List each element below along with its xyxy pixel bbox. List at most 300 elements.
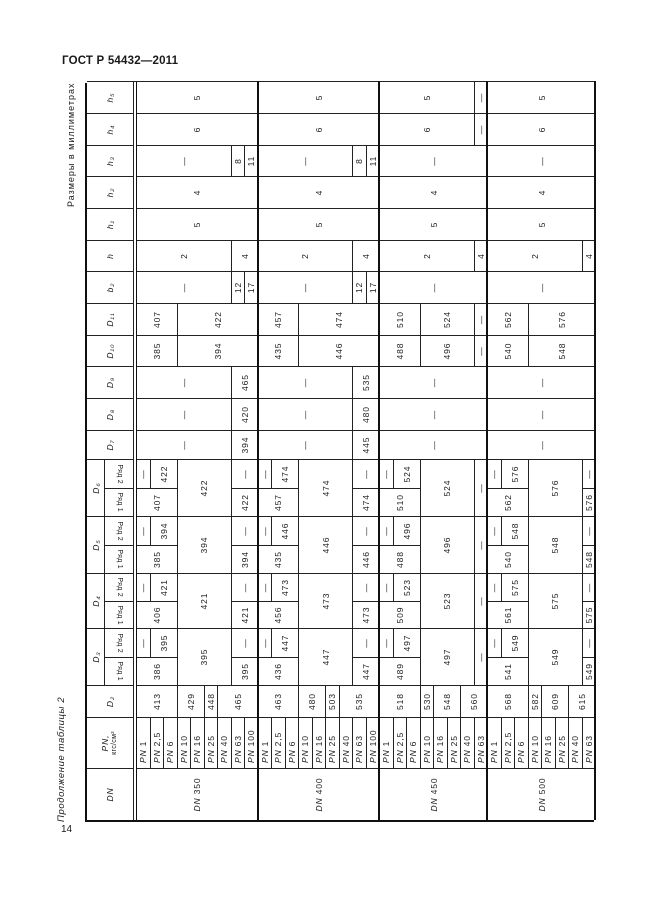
- d9-cell-text: —: [178, 377, 189, 388]
- d6-row2-cell-text: 524: [401, 465, 412, 483]
- d3-row1-cell: [137, 657, 178, 685]
- dn-prefix: DN: [428, 797, 439, 812]
- d2-cell: [434, 685, 461, 717]
- d3-merged-cell-text: —: [475, 652, 486, 662]
- d11-cell-text: 407: [151, 311, 162, 328]
- d5-row2-cell: [502, 516, 529, 545]
- d5-row1-cell-text: 446: [361, 551, 371, 568]
- pn-value: 16: [435, 735, 446, 747]
- header-h4: [87, 113, 134, 145]
- d3-row1-cell: [583, 657, 597, 685]
- h3-cell: [259, 145, 354, 176]
- pn-value: 2,5: [273, 731, 284, 747]
- d4-merged-cell: [421, 573, 475, 628]
- d8-cell: [488, 398, 596, 430]
- h5-cell-text: —: [475, 92, 486, 103]
- header-d9-text: D₉: [105, 376, 115, 389]
- b2-cell: [232, 271, 246, 303]
- d7-cell-text: —: [536, 440, 547, 450]
- pn-cell: [151, 717, 165, 768]
- pn-prefix: PN: [300, 749, 311, 763]
- d11-cell-text: —: [475, 314, 486, 325]
- pn-prefix: PN: [219, 749, 230, 763]
- d11-cell-text: 474: [334, 311, 344, 328]
- h5-cell-text: 5: [192, 94, 203, 101]
- header-pn: [87, 717, 134, 768]
- d6-merged-cell-text: —: [475, 483, 486, 493]
- d4-row1-cell: [583, 601, 597, 628]
- d5-row2-cell-text: —: [259, 526, 270, 536]
- d5-row2-cell: [353, 516, 380, 545]
- pn-prefix: PN: [489, 749, 500, 763]
- d5-merged-cell: [178, 516, 232, 573]
- d10-cell: [475, 335, 489, 366]
- b2-cell-text: —: [300, 282, 311, 293]
- d6-row2-cell-text: —: [138, 469, 149, 479]
- d5-row1-cell-text: 435: [273, 551, 284, 568]
- h-cell-text: 2: [421, 253, 432, 259]
- dn-cell: [488, 768, 596, 820]
- d3-row1-cell-text: 395: [239, 663, 250, 680]
- d6-row1-cell-text: 576: [583, 494, 594, 511]
- d5-merged-cell: [475, 516, 489, 573]
- pn-cell: [448, 717, 462, 768]
- pn-value: 16: [543, 735, 554, 747]
- b2-cell-text: 12: [354, 281, 365, 294]
- pn-value: 25: [327, 735, 338, 747]
- d3-row2-cell-text: —: [361, 638, 371, 648]
- header-d4-row2-text: Ряд 2: [115, 577, 123, 598]
- d11-cell-text: 562: [502, 311, 513, 328]
- header-d4-row2: [105, 573, 134, 601]
- d2-cell-text: 582: [529, 693, 540, 710]
- d9-cell: [232, 366, 259, 398]
- h-cell: [583, 240, 597, 271]
- d4-row1-cell: [232, 601, 259, 628]
- pn-cell: [529, 717, 543, 768]
- d3-row1-cell-text: 541: [502, 663, 513, 680]
- h4-cell: [475, 113, 489, 145]
- d5-row2-cell: [151, 516, 178, 545]
- pn-value: 40: [219, 735, 230, 747]
- d6-row1-cell: [353, 488, 380, 516]
- h5-cell: [475, 81, 489, 113]
- h2-cell-text: 4: [536, 189, 547, 196]
- d9-cell: [137, 366, 232, 398]
- b2-cell: [380, 271, 488, 303]
- header-h-text: h: [105, 253, 115, 259]
- pn-value: 25: [556, 735, 567, 747]
- b2-cell-text: —: [428, 282, 439, 293]
- d4-row2-cell: [232, 573, 259, 601]
- d7-cell-text: 445: [361, 436, 371, 454]
- header-d5: [87, 516, 105, 573]
- d4-row2-cell: [488, 573, 502, 601]
- d6-row2-cell: [151, 459, 178, 488]
- d2-cell: [461, 685, 488, 717]
- pn-value: 6: [286, 740, 297, 747]
- d5-row2-cell: [380, 516, 394, 545]
- h5-cell: [259, 81, 381, 113]
- header-d3-row1-text: Ряд 1: [115, 661, 123, 682]
- d2-cell: [529, 685, 543, 717]
- d4-merged-cell: [475, 573, 489, 628]
- pn-value: 6: [165, 740, 176, 747]
- pn-prefix: PN: [583, 749, 594, 763]
- d3-merged-cell: [178, 628, 232, 685]
- pn-cell: [218, 717, 232, 768]
- header-d6-row2: [105, 459, 134, 488]
- d10-cell: [380, 335, 421, 366]
- d2-cell-text: 615: [577, 693, 587, 710]
- pn-cell: [502, 717, 516, 768]
- h1-cell: [488, 208, 596, 240]
- h-cell-text: 2: [178, 253, 189, 259]
- h4-cell-text: —: [475, 124, 486, 135]
- header-d6-row1: [105, 488, 134, 516]
- d9-cell: [353, 366, 380, 398]
- h1-cell: [137, 208, 259, 240]
- h1-cell: [259, 208, 381, 240]
- d5-row1-cell: [259, 545, 300, 573]
- h-cell: [232, 240, 259, 271]
- header-b2-text: b₂: [105, 282, 115, 293]
- h4-cell: [137, 113, 259, 145]
- d3-row2-cell-text: —: [381, 638, 392, 648]
- header-h3-text: h₃: [105, 156, 115, 166]
- d3-row2-cell: [232, 628, 259, 657]
- pn-prefix: PN: [273, 749, 284, 763]
- d3-merged-cell: [421, 628, 475, 685]
- d11-cell: [137, 303, 178, 335]
- pn-prefix: PN: [543, 749, 554, 763]
- header-d4-row1-text: Ряд 1: [115, 605, 123, 625]
- b2-cell-text: 17: [367, 281, 378, 294]
- d4-row1-cell-text: 575: [583, 606, 594, 624]
- d7-cell-text: —: [178, 440, 189, 450]
- b2-cell-text: 12: [232, 281, 243, 294]
- pn-value: 63: [583, 735, 594, 747]
- d11-cell: [529, 303, 597, 335]
- d2-cell-text: 463: [273, 693, 284, 710]
- d2-cell-text: 448: [205, 693, 216, 710]
- d5-row1-cell-text: 540: [502, 551, 513, 568]
- d6-row2-cell: [502, 459, 529, 488]
- pn-prefix: PN: [327, 749, 338, 763]
- pn-prefix: PN: [529, 749, 540, 763]
- pn-value: 25: [205, 735, 216, 747]
- d4-row2-cell-text: —: [138, 582, 149, 593]
- d6-row1-cell-text: 422: [239, 494, 250, 511]
- d10-cell-text: 548: [556, 342, 567, 360]
- d6-row2-cell: [353, 459, 380, 488]
- d6-row2-cell-text: —: [239, 469, 250, 479]
- d3-merged-cell-text: 447: [320, 648, 331, 666]
- d5-row1-cell: [488, 545, 529, 573]
- h4-cell: [259, 113, 381, 145]
- pn-cell: [313, 717, 327, 768]
- h5-cell-text: 5: [536, 94, 547, 101]
- d6-row2-cell: [232, 459, 259, 488]
- d7-cell-text: —: [428, 440, 439, 450]
- header-h2: [87, 176, 134, 208]
- d10-cell-text: 488: [394, 342, 405, 360]
- d6-row1-cell: [137, 488, 178, 516]
- pn-cell: [475, 717, 489, 768]
- h2-cell-text: 4: [428, 189, 439, 196]
- b2-cell: [367, 271, 381, 303]
- d4-row2-cell-text: 473: [280, 579, 290, 596]
- d6-merged-cell: [178, 459, 232, 516]
- units-note: Размеры в миллиметрах: [66, 82, 76, 207]
- h4-cell-text: 6: [421, 126, 432, 133]
- d3-row2-cell: [502, 628, 529, 657]
- d3-row2-cell-text: —: [489, 638, 500, 648]
- header-h2-text: h₂: [105, 187, 115, 198]
- pn-cell: [421, 717, 435, 768]
- d5-row2-cell-text: —: [361, 526, 371, 536]
- pn-cell: [191, 717, 205, 768]
- d3-row1-cell: [380, 657, 421, 685]
- b2-cell: [245, 271, 259, 303]
- pn-prefix: PN: [192, 749, 203, 763]
- header-d10: [87, 335, 134, 366]
- d9-cell-text: —: [428, 377, 439, 388]
- d8-cell-text: 420: [239, 406, 250, 423]
- pn-value: 6: [408, 740, 419, 747]
- header-d7: [87, 430, 134, 459]
- d6-row1-cell: [488, 488, 529, 516]
- d5-row1-cell-text: 385: [151, 551, 162, 568]
- d3-row1-cell-text: 436: [273, 663, 284, 680]
- pn-prefix: PN: [475, 749, 486, 763]
- d10-cell-text: 446: [334, 342, 344, 360]
- d2-cell: [380, 685, 421, 717]
- b2-cell-text: 17: [246, 281, 257, 294]
- dn-cell: [259, 768, 381, 820]
- d10-cell-text: 496: [442, 342, 452, 360]
- h2-cell: [380, 176, 488, 208]
- d2-cell: [299, 685, 326, 717]
- header-d2-text: D₂: [105, 695, 115, 708]
- d10-cell: [421, 335, 475, 366]
- d3-row2-cell-text: —: [259, 638, 270, 648]
- d3-row2-cell: [151, 628, 178, 657]
- d3-merged-cell-text: 549: [550, 648, 560, 666]
- d11-cell-text: 510: [394, 311, 405, 328]
- h3-cell-text: 8: [232, 158, 243, 164]
- d8-cell: [353, 398, 380, 430]
- h3-cell: [353, 145, 367, 176]
- d5-row2-cell: [488, 516, 502, 545]
- b2-cell-text: —: [178, 282, 189, 293]
- pn-cell: [407, 717, 421, 768]
- pn-prefix: PN: [448, 749, 459, 763]
- d4-row1-cell: [488, 601, 529, 628]
- header-d5-text: D₅: [90, 539, 101, 551]
- pn-cell: [488, 717, 502, 768]
- d2-cell-text: 568: [502, 693, 513, 710]
- header-d6-row2-text: Ряд 2: [115, 464, 123, 484]
- d3-row2-cell-text: —: [239, 638, 250, 648]
- d6-row1-cell-text: 457: [273, 494, 284, 511]
- d10-cell: [488, 335, 529, 366]
- dn-prefix: DN: [313, 797, 324, 812]
- d2-cell: [421, 685, 435, 717]
- pn-cell: [542, 717, 556, 768]
- d11-cell: [259, 303, 300, 335]
- d4-row1-cell-text: 473: [361, 606, 371, 624]
- d11-cell: [475, 303, 489, 335]
- h3-cell-text: 8: [354, 158, 365, 164]
- pn-cell: [434, 717, 448, 768]
- d3-row1-cell: [232, 657, 259, 685]
- d4-row1-cell-text: 561: [502, 606, 513, 624]
- h3-cell: [367, 145, 381, 176]
- d6-row2-cell: [394, 459, 421, 488]
- b2-cell: [137, 271, 232, 303]
- d7-cell: [380, 430, 488, 459]
- d4-row2-cell: [502, 573, 529, 601]
- d6-row2-cell: [259, 459, 273, 488]
- d4-row2-cell-text: 575: [509, 579, 520, 596]
- d6-merged-cell-text: 524: [442, 479, 452, 497]
- h3-cell: [488, 145, 596, 176]
- d7-cell: [353, 430, 380, 459]
- d6-merged-cell: [299, 459, 353, 516]
- d2-cell-text: 535: [354, 693, 365, 710]
- pn-prefix: PN: [394, 749, 405, 763]
- d4-row2-cell-text: —: [239, 582, 250, 593]
- d6-row2-cell-text: —: [361, 469, 371, 479]
- d10-cell: [529, 335, 597, 366]
- pn-cell: [178, 717, 192, 768]
- h3-cell: [232, 145, 246, 176]
- h1-cell: [380, 208, 488, 240]
- pn-prefix: PN: [151, 749, 162, 763]
- h4-cell-text: 6: [192, 126, 203, 133]
- h-cell-text: 4: [475, 253, 486, 259]
- d7-cell-text: —: [300, 440, 311, 450]
- header-d5-row1-text: Ряд 1: [115, 549, 123, 570]
- h3-cell: [137, 145, 232, 176]
- d2-cell: [326, 685, 340, 717]
- d8-cell-text: —: [428, 409, 439, 420]
- h-cell-text: 2: [300, 253, 311, 259]
- header-d3-row2-text: Ряд 2: [115, 633, 123, 653]
- d4-row2-cell: [394, 573, 421, 601]
- d3-row2-cell-text: 395: [158, 634, 169, 652]
- h3-cell-text: —: [300, 156, 311, 166]
- d2-cell-text: 530: [421, 693, 432, 710]
- header-h1: [87, 208, 134, 240]
- d11-cell-text: 576: [556, 311, 567, 328]
- d7-cell: [259, 430, 354, 459]
- d11-cell-text: 524: [442, 311, 452, 328]
- d10-cell-text: 435: [273, 342, 284, 360]
- d7-cell-text: 394: [239, 436, 250, 454]
- d3-row2-cell: [380, 628, 394, 657]
- pn-value: 63: [354, 735, 365, 747]
- d4-merged-cell-text: 523: [442, 592, 452, 610]
- d4-row2-cell: [380, 573, 394, 601]
- d11-cell-text: 422: [212, 311, 223, 328]
- d11-cell: [421, 303, 475, 335]
- d6-row2-cell: [583, 459, 597, 488]
- d5-merged-cell-text: 548: [550, 536, 560, 554]
- pn-cell: [340, 717, 354, 768]
- d3-merged-cell: [529, 628, 583, 685]
- d3-row2-cell-text: 447: [280, 634, 290, 652]
- d6-merged-cell-text: 474: [320, 479, 331, 497]
- table-caption: Продолжение таблицы 2: [56, 696, 67, 822]
- d5-row2-cell-text: 394: [158, 522, 169, 540]
- pn-prefix: PN: [178, 749, 189, 763]
- h5-cell-text: 5: [421, 94, 432, 101]
- pn-prefix: PN: [232, 749, 243, 763]
- d4-merged-cell-text: 473: [320, 592, 331, 610]
- pn-cell: [583, 717, 597, 768]
- d5-row2-cell: [394, 516, 421, 545]
- dn-prefix: DN: [536, 797, 547, 812]
- d3-merged-cell-text: 497: [442, 648, 452, 666]
- header-d4-text: D₄: [90, 595, 101, 607]
- d2-cell: [542, 685, 569, 717]
- header-d6-row1-text: Ряд 1: [115, 492, 123, 513]
- pn-value: 1: [381, 740, 392, 747]
- d4-row1-cell-text: 509: [394, 606, 405, 624]
- pn-value: 40: [462, 735, 473, 747]
- d4-merged-cell: [178, 573, 232, 628]
- d4-row2-cell: [272, 573, 299, 601]
- dn-value: 450: [428, 777, 439, 795]
- d6-row2-cell-text: —: [259, 469, 270, 479]
- d10-cell-text: 385: [151, 342, 162, 360]
- d4-row1-cell: [137, 601, 178, 628]
- d7-cell: [232, 430, 259, 459]
- b2-cell: [259, 271, 354, 303]
- d6-row1-cell-text: 562: [502, 494, 513, 511]
- header-d2: [87, 685, 134, 717]
- d6-row2-cell-text: 576: [509, 465, 520, 483]
- d5-row1-cell: [583, 545, 597, 573]
- header-d3: [87, 628, 105, 685]
- header-d10-text: D₁₀: [105, 343, 115, 359]
- h3-cell-text: —: [536, 156, 547, 166]
- pn-cell: [367, 717, 381, 768]
- d5-row2-cell-text: —: [583, 526, 594, 536]
- b2-cell: [353, 271, 367, 303]
- header-h5-text: h₅: [105, 92, 115, 103]
- d11-cell-text: 457: [273, 311, 284, 328]
- pn-cell: [299, 717, 313, 768]
- header-d6-text: D₆: [90, 482, 101, 494]
- d11-cell: [488, 303, 529, 335]
- d5-row2-cell: [232, 516, 259, 545]
- d9-cell: [259, 366, 354, 398]
- d7-cell: [137, 430, 232, 459]
- d3-row2-cell-text: —: [583, 638, 594, 648]
- d11-cell: [299, 303, 380, 335]
- d11-cell: [178, 303, 259, 335]
- d6-row1-cell: [259, 488, 300, 516]
- h5-cell: [488, 81, 596, 113]
- h1-cell-text: 5: [536, 221, 547, 228]
- d5-row1-cell: [380, 545, 421, 573]
- h5-cell: [137, 81, 259, 113]
- pn-value: 10: [300, 735, 311, 747]
- d4-merged-cell-text: 421: [199, 592, 209, 610]
